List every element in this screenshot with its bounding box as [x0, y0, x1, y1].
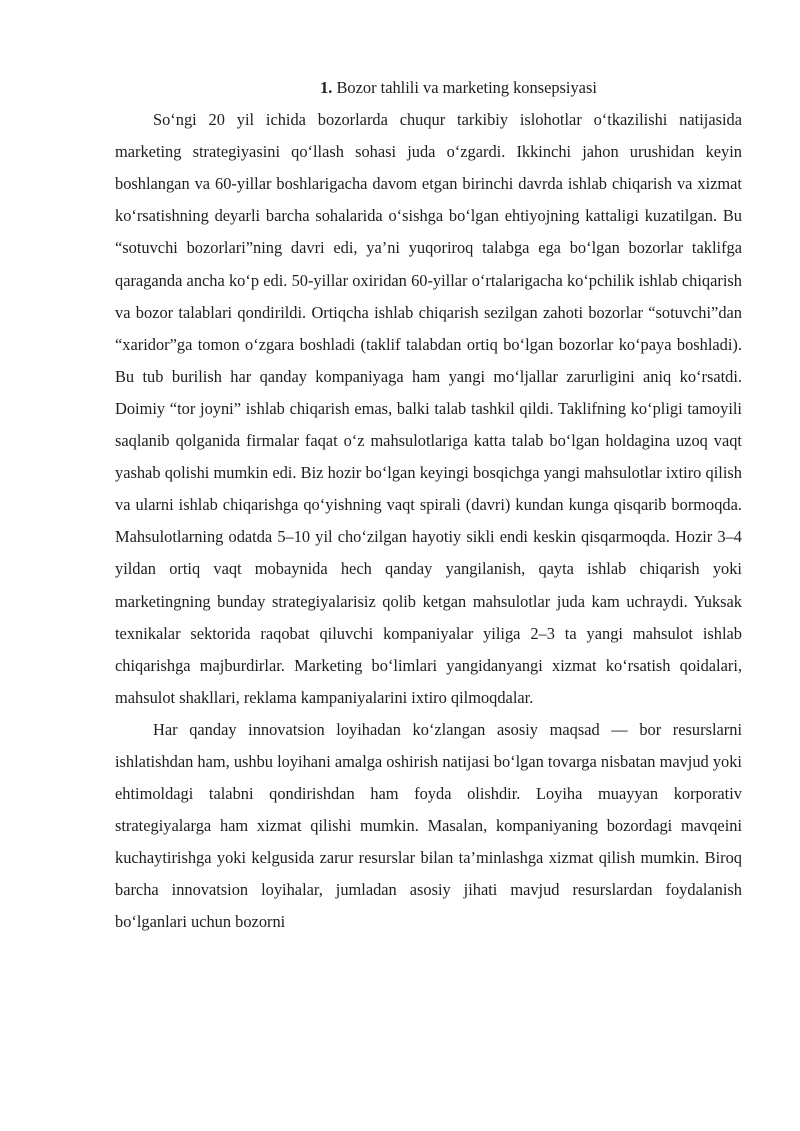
- section-heading: [115, 72, 742, 104]
- section-title: Bozor tahlili va marketing konsepsiyasi: [332, 78, 597, 97]
- section-number: 1.: [320, 78, 333, 97]
- paragraph-1: So‘ngi 20 yil ichida bozorlarda chuqur tarkibiy islohotlar o‘tkazilishi natijasida marketing strategiyasini qo‘llash sohasi juda o‘zgardi. Ikkinchi jahon urushidan keyin boshlangan va 60-yillar boshlarigacha davom etgan birinchi davrda ishlab chiqarish va xizmat ko‘rsatishning deyarli barcha sohalarida o‘sishga bo‘lgan ehtiyojning kattaligi kuzatilgan. Bu “sotuvchi bozorlari”ning davri edi, ya’ni yuqoriroq talabga ega bo‘lgan bozorlar taklifga qaraganda ancha ko‘p edi. 50-yillar oxiridan 60-yillar o‘rtalarigacha ko‘pchilik ishlab chiqarish va bozor talablari qondirildi. Ortiqcha ishlab chiqarish sezilgan zahoti bozorlar “sotuvchi”dan “xaridor”ga tomon o‘zgara boshladi (taklif talabdan ortiq bo‘lgan bozorlar ko‘paya boshladi). Bu tub burilish har qanday kompaniyaga ham yangi mo‘ljallar zarurligini aniq ko‘rsatdi. Doimiy “tor joyni” ishlab chiqarish emas, balki talab tashkil qildi. Taklifning ko‘pligi tamoyili saqlanib qolganida firmalar faqat o‘z mahsulotlariga katta talab bo‘lgan holdagina uzoq vaqt yashab qolishi mumkin edi. Biz hozir bo‘lgan keyingi bosqichga yangi mahsulotlar ixtiro qilish va ularni ishlab chiqarishga qo‘yishning vaqt spirali (davri) kundan kunga qisqarib bormoqda. Mahsulotlarning odatda 5–10 yil cho‘zilgan hayotiy sikli endi keskin qisqarmoqda. Hozir 3–4 yildan ortiq vaqt mobaynida hech qanday yangilanish, qayta ishlab chiqarish yoki marketingning bunday strategiyalarisiz qolib ketgan mahsulotlar juda kam uchraydi. Yuksak texnikalar sektorida raqobat qiluvchi kompaniyalar yiliga 2–3 ta yangi mahsulot ishlab chiqarishga majburdirlar. Marketing bo‘limlari yangidanyangi xizmat ko‘rsatish qoidalari, mahsulot shakllari, reklama kampaniyalarini ixtiro qilmoqdalar.: [115, 110, 742, 707]
- paragraph-2: Har qanday innovatsion loyihadan ko‘zlangan asosiy maqsad — bor resurslarni ishlatishdan ham, ushbu loyihani amalga oshirish natijasi bo‘lgan tovarga nisbatan mavjud yoki ehtimoldagi talabni qondirishdan ham foyda olishdir. Loyiha muayyan korporativ strategiyalarga ham xizmat qilishi mumkin. Masalan, kompaniyaning bozordagi mavqeini kuchaytirishga yoki kelgusida zarur resurslar bilan ta’minlashga xizmat qilish mumkin. Biroq barcha innovatsion loyihalar, jumladan asosiy jihati mavjud resurslardan foydalanish bo‘lganlari uchun bozorni: [115, 719, 742, 932]
- document-body: [115, 72, 742, 939]
